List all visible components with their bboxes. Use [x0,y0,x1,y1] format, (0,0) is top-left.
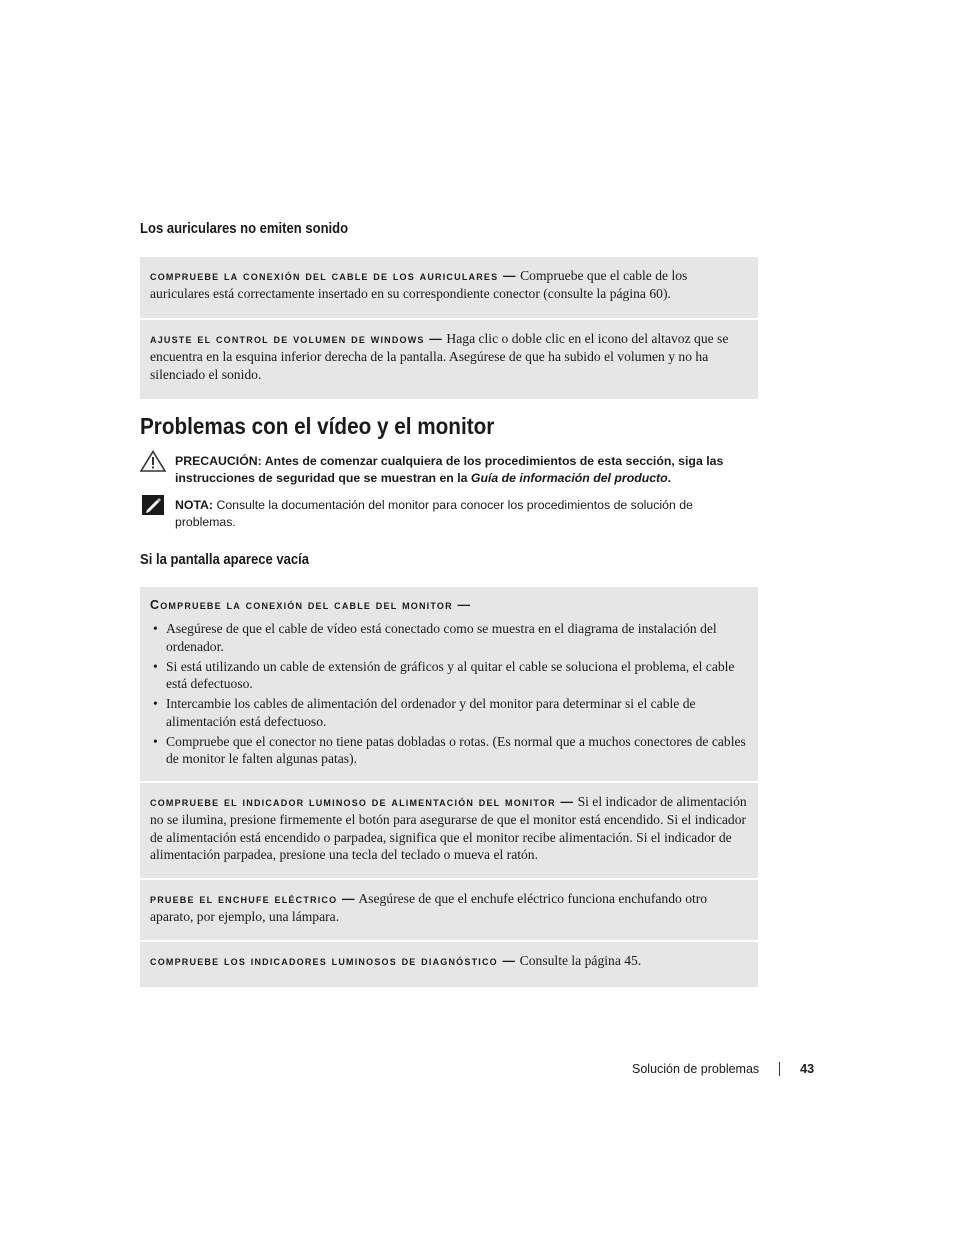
page-footer [632,1062,814,1076]
list-item: • Asegúrese de que el cable de vídeo está conectado como se muestra en el diagrama de instalación del ordenador. [150,620,748,655]
note-label: NOTA: [175,498,214,512]
note-pencil-icon [142,495,164,515]
note-block [175,497,735,531]
caution-block [175,453,735,487]
tip-box-volume [140,320,758,399]
section-heading-blank-screen: Si la pantalla aparece vacía [140,552,310,568]
tip-box-headphone-cable [140,257,758,318]
tip-lead: Compruebe la conexión del cable del monitor — [150,598,472,612]
tip-lead: compruebe la conexión del cable de los auriculares — [150,269,517,283]
tip-text: Compruebe que el cable de los auriculares está correctamente insertado en su correspondiente conector (consulte la página 60). [150,268,688,302]
tip-text: Si el indicador de alimentación no se ilumina, presione firmemente el botón para asegurarse de que el monitor está encendido. Si el indicador de alimentación está encendido o parpadea, significa que el monitor recibe alimentación. Si el indicador de alimentación parpadea, presione una tecla del teclado o mueva el ratón. [150,794,747,862]
footer-section-name: Solución de problemas [632,1062,760,1076]
list-item: • Intercambie los cables de alimentación del ordenador y del monitor para determinar si el cable de alimentación está defectuoso. [150,695,748,730]
tip-text: Consulte la página 45. [519,953,642,968]
tip-lead: ajuste el control de volumen de windows — [150,332,444,346]
tip-box-outlet [140,880,758,940]
tip-text: Asegúrese de que el enchufe eléctrico funciona enchufando otro aparato, por ejemplo, una lámpara. [150,891,708,925]
tip-box-power-light [140,783,758,878]
list-item: • Si está utilizando un cable de extensión de gráficos y al quitar el cable se soluciona el problema, el cable está defectuoso. [150,658,748,693]
page-title: Problemas con el vídeo y el monitor [140,413,495,439]
tip-lead: compruebe el indicador luminoso de alimentación del monitor — [150,795,575,809]
footer-divider [779,1062,780,1076]
bullet-list [150,620,748,767]
page-number: 43 [800,1062,815,1076]
section-heading-headphones: Los auriculares no emiten sonido [140,221,349,237]
tip-lead: pruebe el enchufe eléctrico — [150,892,356,906]
caution-link: Guía de información del producto [470,471,668,485]
note-text: Consulte la documentación del monitor para conocer los procedimientos de solución de problemas. [175,498,693,529]
caution-text: Antes de comenzar cualquiera de los procedimientos de esta sección, siga las instrucciones de seguridad que se muestran en la [175,454,724,485]
caution-end: . [667,471,672,485]
list-item: • Compruebe que el conector no tiene patas dobladas o rotas. (Es normal que a muchos conectores de cables de monitor le falten algunas patas). [150,733,748,768]
caution-label: PRECAUCIÓN: [175,454,262,468]
tip-box-diagnostic-lights [140,942,758,987]
tip-text: Haga clic o doble clic en el icono del altavoz que se encuentra en la esquina inferior derecha de la pantalla. Asegúrese de que ha subido el volumen y no ha silenciado el sonido. [150,331,729,382]
tip-lead: compruebe los indicadores luminosos de diagnóstico — [150,954,517,968]
warning-triangle-icon [140,450,166,472]
tip-box-monitor-cable [140,587,758,781]
